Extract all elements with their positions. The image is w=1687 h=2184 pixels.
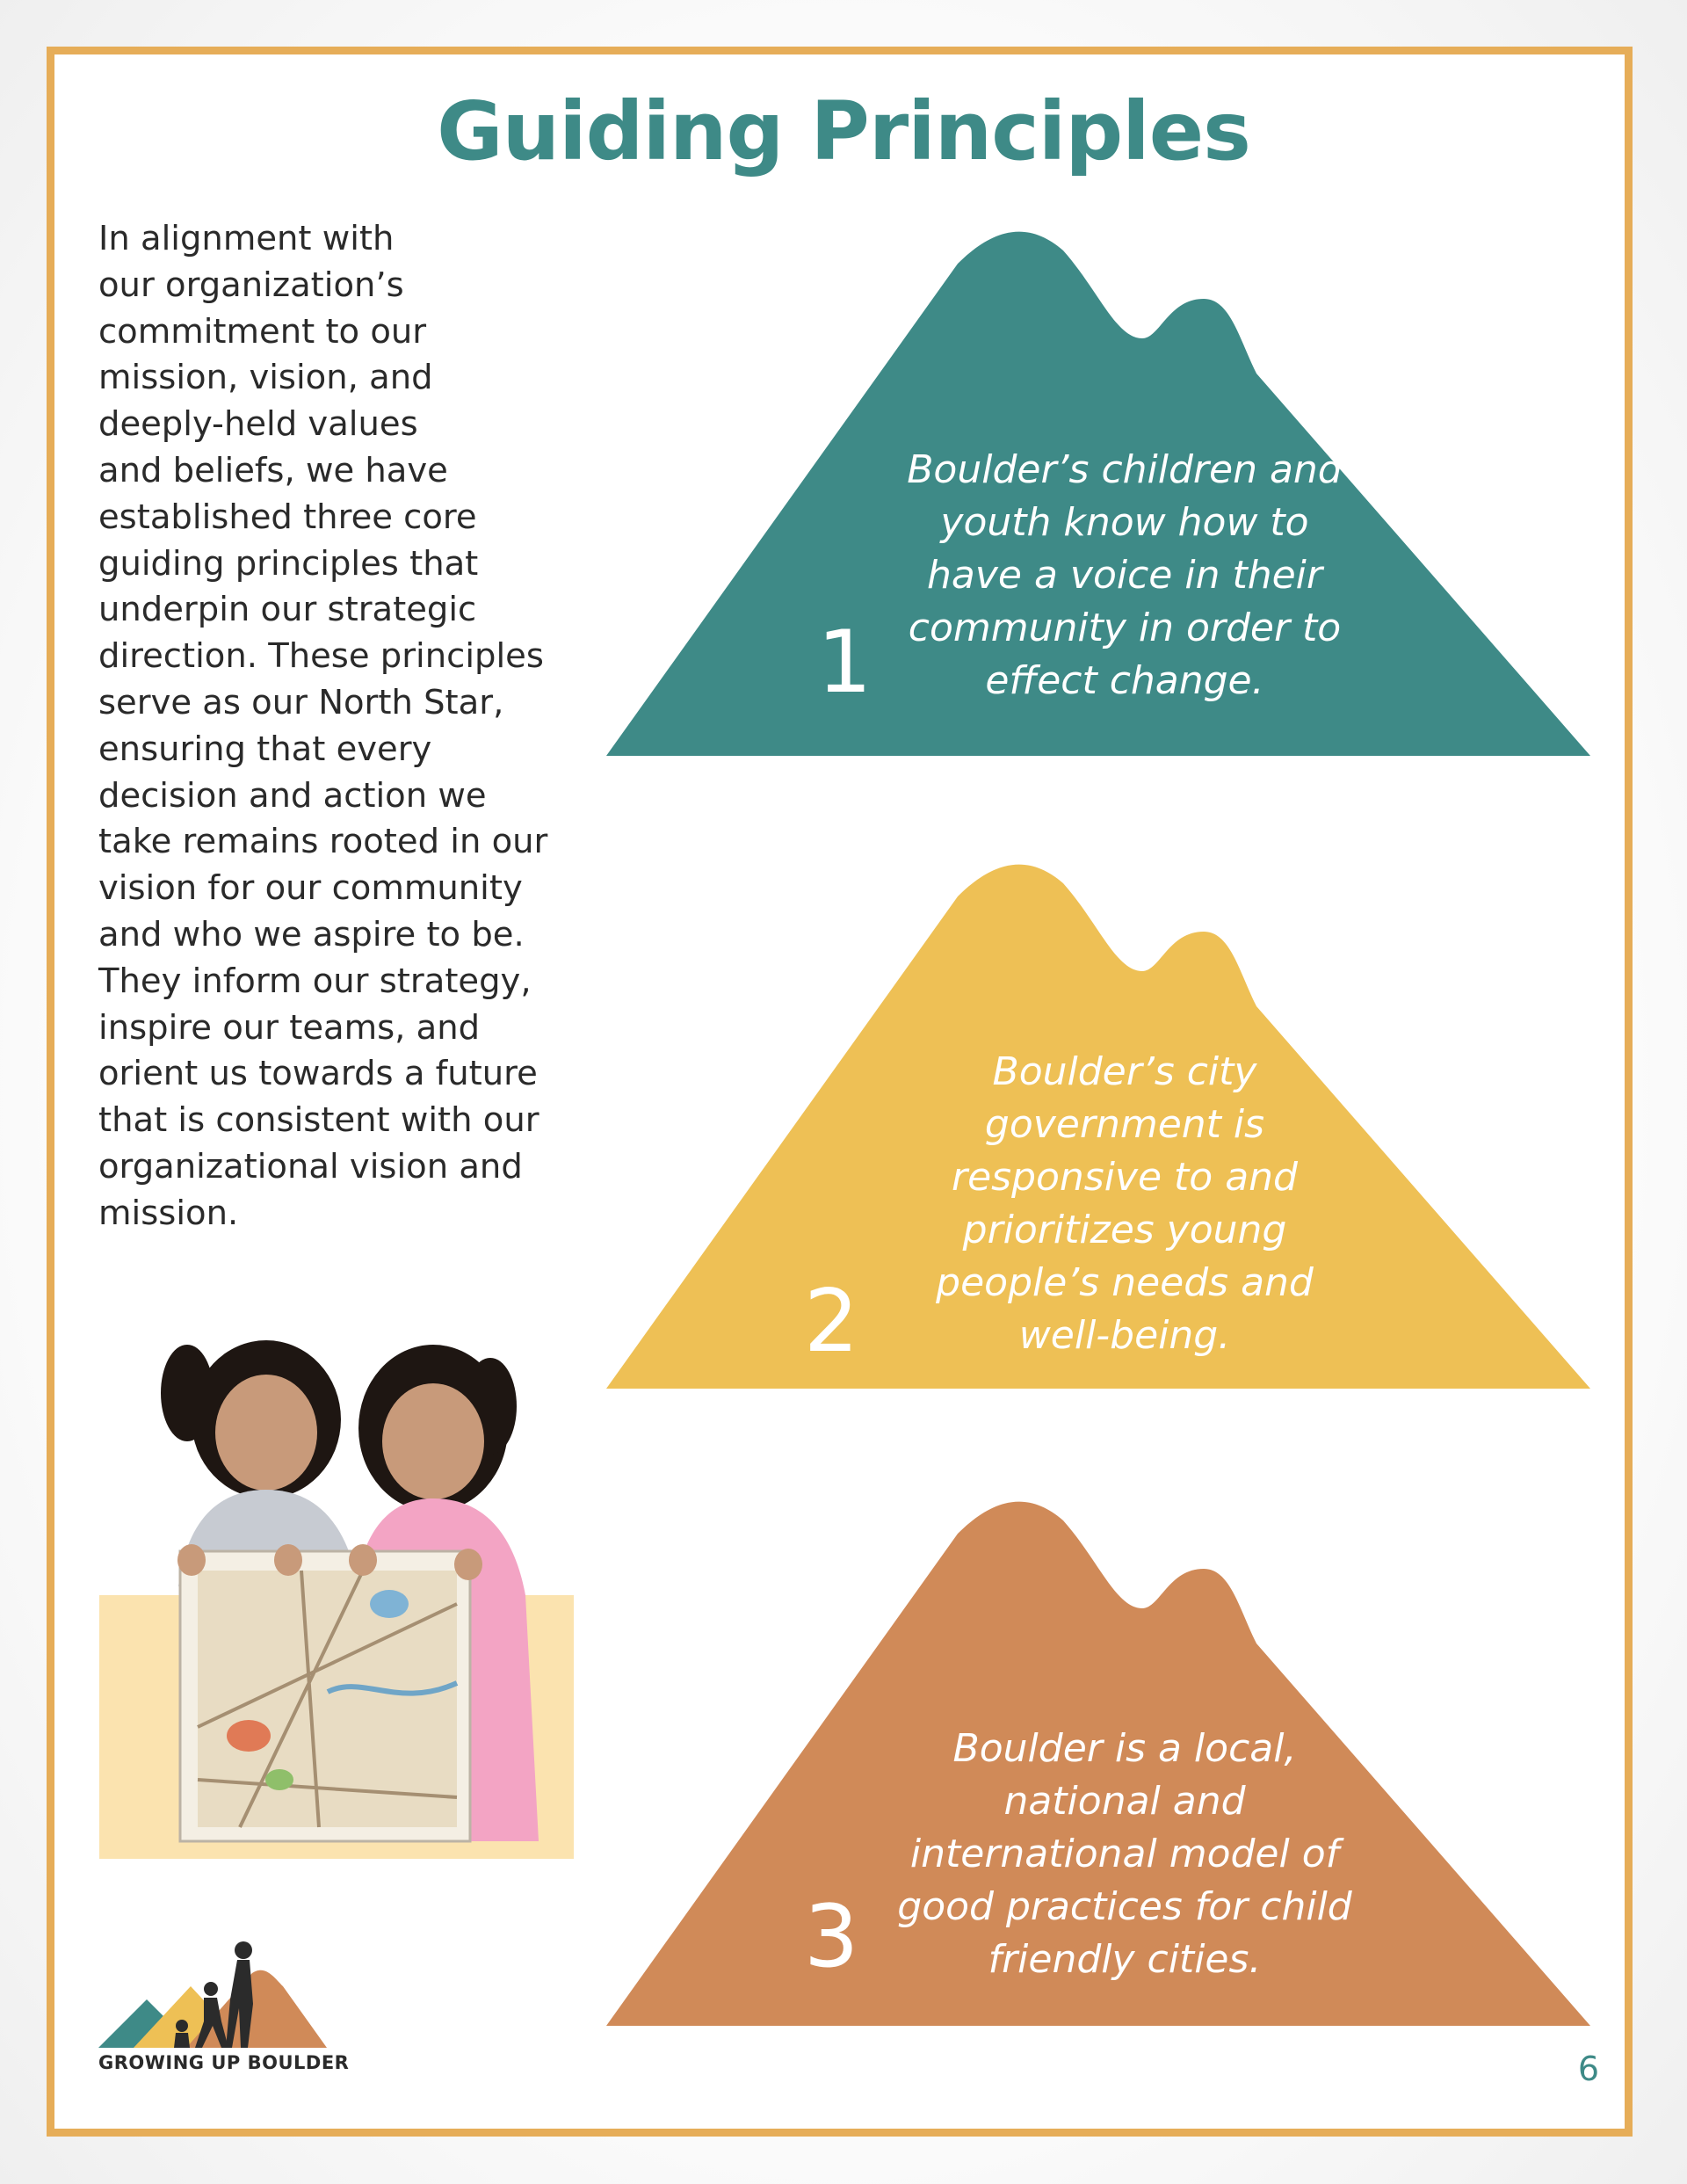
page-number: 6 — [1577, 2050, 1599, 2088]
principle-line: government is — [984, 1102, 1265, 1147]
intro-line: established three core — [98, 497, 477, 537]
principle-line: friendly cities. — [988, 1937, 1262, 1982]
principle-line: responsive to and — [951, 1155, 1298, 1200]
page-title: Guiding Principles — [437, 84, 1250, 178]
logo-mountains-icon — [98, 1938, 344, 2052]
principle-line: national and — [1003, 1779, 1246, 1824]
principle-line: effect change. — [985, 658, 1264, 703]
principle-line: Boulder is a local, — [952, 1726, 1297, 1771]
principle-number: 1 — [817, 613, 872, 713]
intro-line: They inform our strategy, — [98, 961, 532, 1001]
intro-line: underpin our strategic — [98, 590, 477, 630]
principle-1-mountain — [606, 215, 1590, 769]
intro-line: mission. — [98, 1193, 239, 1233]
intro-line: vision for our community — [98, 868, 523, 909]
principle-line: well-being. — [1018, 1313, 1231, 1358]
principle-line: prioritizes young — [962, 1208, 1287, 1252]
principle-line: people’s needs and — [936, 1260, 1314, 1305]
principle-line: have a voice in their — [927, 553, 1322, 598]
intro-line: guiding principles that — [98, 543, 479, 584]
intro-line: organizational vision and — [98, 1146, 523, 1186]
intro-line: orient us towards a future — [98, 1054, 538, 1094]
intro-line: that is consistent with our — [98, 1100, 539, 1141]
principle-2-mountain — [606, 848, 1590, 1402]
intro-line: and who we aspire to be. — [98, 914, 525, 954]
intro-line: mission, vision, and — [98, 358, 433, 398]
principle-3-mountain — [606, 1485, 1590, 2039]
intro-line: deeply-held values — [98, 404, 418, 445]
logo-text: GROWING UP BOULDER — [98, 2052, 350, 2073]
intro-line: decision and action we — [98, 775, 487, 816]
principle-line: good practices for child — [897, 1884, 1352, 1929]
intro-line: and beliefs, we have — [98, 450, 448, 490]
principle-text — [879, 1723, 1371, 1986]
growing-up-boulder-logo — [98, 1938, 350, 2079]
principle-line: international model of — [909, 1832, 1340, 1876]
principle-text — [896, 1046, 1353, 1362]
intro-line: our organization’s — [98, 265, 404, 305]
principle-line: youth know how to — [940, 500, 1309, 545]
photo-girls-holding-map — [99, 1340, 574, 1859]
principle-text — [879, 444, 1371, 707]
principle-line: community in order to — [908, 606, 1342, 650]
principle-line: Boulder’s children and — [907, 447, 1343, 492]
intro-line: inspire our teams, and — [98, 1007, 481, 1048]
principle-number: 3 — [804, 1887, 859, 1987]
principle-line: Boulder’s city — [992, 1049, 1257, 1094]
intro-paragraph — [98, 216, 573, 1237]
girls-photo-icon — [99, 1340, 574, 1859]
intro-line: serve as our North Star, — [98, 682, 504, 722]
intro-line: ensuring that every — [98, 729, 432, 769]
principle-number: 2 — [804, 1272, 859, 1372]
intro-line: In alignment with — [98, 219, 395, 258]
intro-line: commitment to our — [98, 311, 427, 352]
intro-line: take remains rooted in our — [98, 822, 548, 862]
intro-line: direction. These principles — [98, 636, 544, 677]
